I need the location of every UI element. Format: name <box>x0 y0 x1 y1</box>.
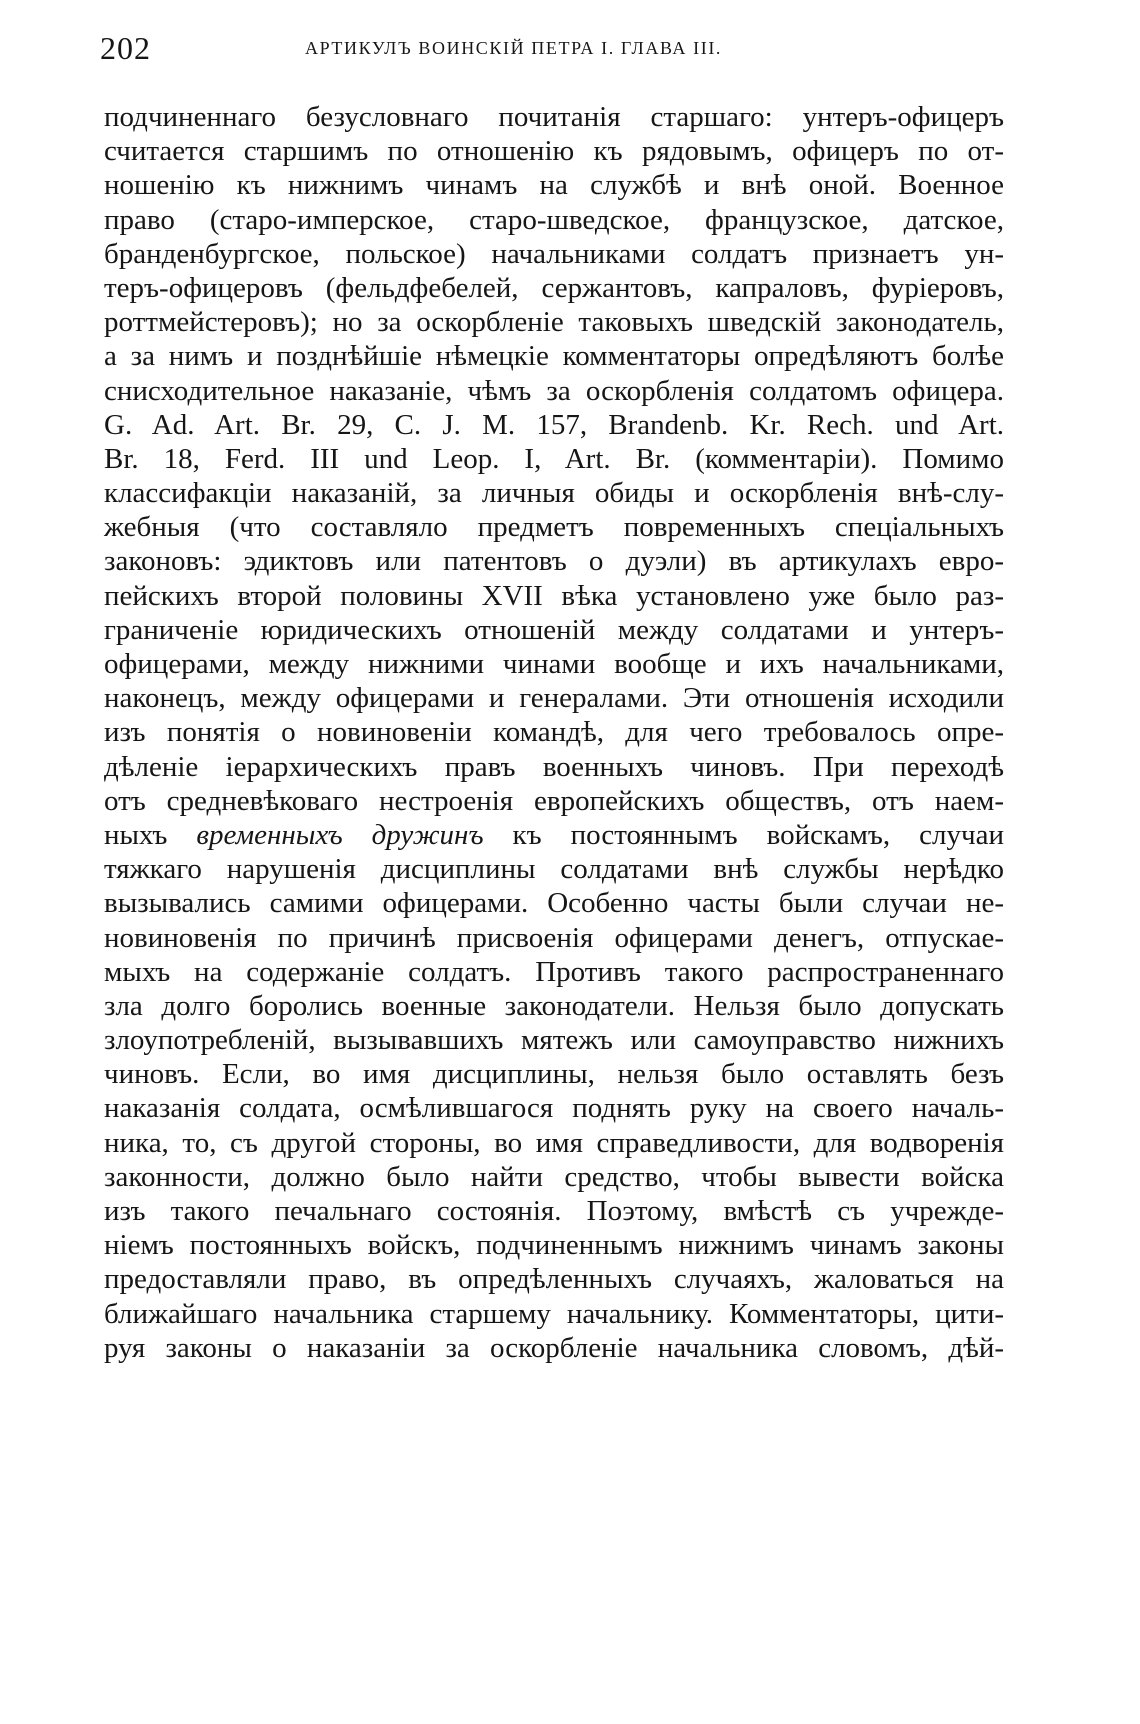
text-line: наконецъ, между офицерами и генералами. Эти отношенія исходили <box>104 682 1004 715</box>
text-line: ближайшаго начальника старшему начальнику. Комментаторы, цити- <box>104 1297 1004 1330</box>
text-line: дѣленіе іерархическихъ правъ военныхъ чиновъ. При переходѣ <box>104 750 1004 783</box>
text-line: вызывались самими офицерами. Особенно часты были случаи не- <box>104 887 1004 920</box>
text-line: G. Ad. Art. Br. 29, C. J. M. 157, Brandenb. Kr. Rech. und Art. <box>104 408 1004 441</box>
text-line: офицерами, между нижними чинами вообще и ихъ начальниками, <box>104 648 1004 680</box>
text-line: злоупотребленій, вызывавшихъ мятежъ или самоуправство нижнихъ <box>104 1024 1004 1057</box>
text-line: мыхъ на содержаніе солдатъ. Противъ такого распространеннаго <box>104 955 1004 988</box>
line-text-after: къ постояннымъ войскамъ, случаи <box>483 818 1004 851</box>
text-line: роттмейстеровъ); но за оскорбленіе таковыхъ шведскій законодатель, <box>104 306 1004 339</box>
text-line: снисходительное наказаніе, чѣмъ за оскорбленія солдатомъ офицера. <box>104 374 1004 407</box>
text-line: законовъ: эдиктовъ или патентовъ о дуэли) въ артикулахъ евро- <box>104 545 1004 578</box>
text-line: изъ такого печальнаго состоянія. Поэтому, вмѣстѣ съ учрежде- <box>104 1195 1004 1227</box>
text-line: тяжкаго нарушенія дисциплины солдатами внѣ службы нерѣдко <box>104 853 1004 886</box>
text-line: наказанія солдата, осмѣлившагося поднять руку на своего началь- <box>104 1092 1004 1125</box>
text-line: классифакціи наказаній, за личныя обиды и оскорбленія внѣ-слу- <box>104 477 1004 510</box>
text-line: ніемъ постоянныхъ войскъ, подчиненнымъ нижнимъ чинамъ законы <box>104 1229 1004 1262</box>
text-line: законности, должно было найти средство, чтобы вывести войска <box>104 1160 1004 1193</box>
text-line: Br. 18, Ferd. III und Leop. I, Art. Br. (комментаріи). Помимо <box>104 442 1004 475</box>
text-line: бранденбургское, польское) начальниками солдатъ признаетъ ун- <box>104 237 1004 270</box>
text-line: отъ средневѣковаго нестроенія европейскихъ обществъ, отъ наем- <box>104 784 1004 817</box>
text-line: право (старо-имперское, старо-шведское, французское, датское, <box>104 203 1004 236</box>
text-line: считается старшимъ по отношенію къ рядовымъ, офицеръ по от- <box>104 135 1004 168</box>
text-line: а за нимъ и позднѣйшіе нѣмецкіе комментаторы опредѣляютъ болѣе <box>104 340 1004 373</box>
text-line: ношенію къ нижнимъ чинамъ на службѣ и внѣ оной. Военное <box>104 169 1004 202</box>
line-text-before: ныхъ <box>104 818 197 851</box>
text-line-with-italic <box>104 818 1004 852</box>
running-title: АРТИКУЛЪ ВОИНСКІЙ ПЕТРА І. ГЛАВА ІІІ. <box>305 38 723 58</box>
text-line: предоставляли право, въ опредѣленныхъ случаяхъ, жаловаться на <box>104 1263 1004 1296</box>
text-line: теръ-офицеровъ (фельдфебелей, сержантовъ, капраловъ, фуріеровъ, <box>104 271 1004 304</box>
page-number: 202 <box>100 30 151 66</box>
text-line: руя законы о наказаніи за оскорбленіе начальника словомъ, дѣй- <box>104 1331 1004 1364</box>
text-line: новиновенія по причинѣ присвоенія офицерами денегъ, отпускае- <box>104 921 1004 954</box>
text-line: изъ понятія о новиновеніи командѣ, для чего требовалось опре- <box>104 716 1004 749</box>
italic-phrase: временныхъ дружинъ <box>196 818 484 851</box>
body-text <box>104 100 1004 1365</box>
text-line: жебныя (что составляло предметъ повременныхъ спеціальныхъ <box>104 511 1004 544</box>
text-line: зла долго боролись военные законодатели. Нельзя было допускать <box>104 989 1004 1022</box>
text-line: чиновъ. Если, во имя дисциплины, нельзя было оставлять безъ <box>104 1058 1004 1091</box>
text-line: ника, то, съ другой стороны, во имя справедливости, для водворенія <box>104 1126 1004 1159</box>
text-line: граниченіе юридическихъ отношеній между солдатами и унтеръ- <box>104 613 1004 646</box>
text-line: подчиненнаго безусловнаго почитанія старшаго: унтеръ-офицеръ <box>104 101 1004 133</box>
text-line: пейскихъ второй половины XVII вѣка установлено уже было раз- <box>104 579 1004 612</box>
